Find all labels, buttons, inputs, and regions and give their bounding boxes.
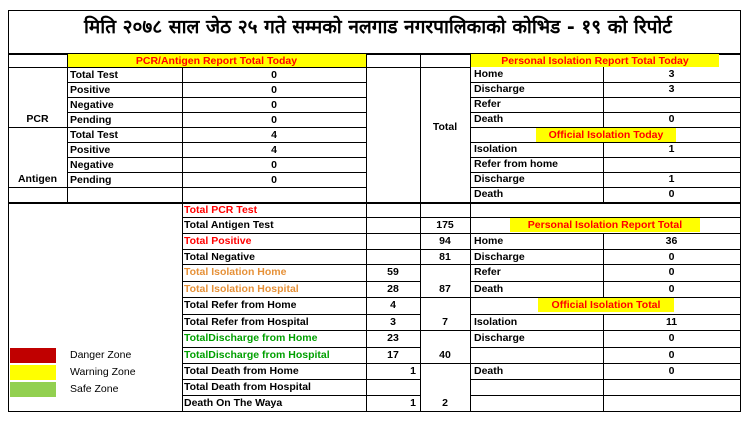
oi-total-value: 0 — [668, 349, 675, 361]
official-isolation-total-header: Official Isolation Total — [538, 298, 674, 312]
oi-total-label: Isolation — [474, 316, 518, 328]
oi-today-label: Isolation — [474, 143, 518, 155]
pcr-row-value: 0 — [271, 114, 277, 126]
pi-today-label: Home — [474, 68, 504, 80]
oi-total-value: 0 — [668, 332, 675, 344]
pi-total-label: Death — [474, 283, 504, 295]
oi-today-value: 1 — [668, 173, 675, 185]
totals-row-label: Total Positive — [184, 235, 252, 247]
totals-row-label: Total Refer from Home — [184, 299, 297, 311]
totals-row-sub: 4 — [390, 299, 396, 311]
warning-zone-swatch — [10, 365, 56, 380]
pi-total-label: Home — [474, 235, 504, 247]
oi-total-value: 0 — [668, 365, 675, 377]
pi-today-label: Discharge — [474, 83, 525, 95]
pi-total-value: 36 — [665, 235, 678, 247]
pi-total-label: Discharge — [474, 251, 525, 263]
totals-row-total: 7 — [442, 316, 448, 328]
report-title: मिति २०७८ साल जेठ २५ गते सम्मको नलगाड नगरपालिकाको कोभिड - १९ को रिपोर्ट — [84, 16, 672, 38]
oi-today-value: 1 — [668, 143, 675, 155]
antigen-row-value: 0 — [271, 159, 277, 171]
pcr-antigen-header: PCR/Antigen Report Total Today — [67, 54, 366, 68]
antigen-row-label: Total Test — [70, 129, 119, 141]
warning-zone-label: Warning Zone — [70, 366, 136, 378]
danger-zone-swatch — [10, 348, 56, 363]
pi-today-label: Death — [474, 113, 504, 125]
totals-row-total: 87 — [439, 283, 451, 295]
pcr-row-label: Total Test — [70, 69, 119, 81]
totals-row-sub: 3 — [390, 316, 396, 328]
personal-isolation-today-header: Personal Isolation Report Total Today — [471, 54, 719, 67]
totals-row-label: TotalDischarge from Home — [184, 332, 318, 344]
totals-row-sub: 1 — [410, 397, 416, 409]
totals-row-sub: 28 — [387, 283, 399, 295]
totals-row-sub: 17 — [387, 349, 399, 361]
pi-total-value: 0 — [668, 283, 675, 295]
antigen-group-label: Antigen — [17, 173, 58, 185]
totals-row-total: 2 — [442, 397, 448, 409]
oi-today-label: Death — [474, 188, 504, 200]
totals-row-label: TotalDischarge from Hospital — [184, 349, 330, 361]
antigen-row-value: 4 — [271, 129, 277, 141]
totals-row-label: Total Antigen Test — [184, 219, 274, 231]
oi-total-value: 11 — [665, 316, 678, 328]
totals-row-label: Total Negative — [184, 251, 255, 263]
pi-total-value: 0 — [668, 266, 675, 278]
totals-row-sub: 59 — [387, 266, 399, 278]
totals-row-total: 81 — [439, 251, 451, 263]
pi-total-label: Refer — [474, 266, 501, 278]
totals-row-label: Total PCR Test — [184, 204, 258, 216]
safe-zone-swatch — [10, 382, 56, 397]
personal-isolation-total-header: Personal Isolation Report Total — [510, 218, 700, 232]
totals-row-total: 175 — [436, 219, 454, 231]
oi-today-label: Discharge — [474, 173, 525, 185]
totals-row-total: 94 — [439, 235, 451, 247]
totals-row-label: Total Isolation Hospital — [184, 283, 299, 295]
pi-total-value: 0 — [668, 251, 675, 263]
totals-row-sub: 1 — [410, 365, 416, 377]
pcr-row-value: 0 — [271, 99, 277, 111]
pcr-group-label: PCR — [26, 113, 49, 125]
pcr-row-label: Positive — [70, 84, 111, 96]
totals-row-label: Total Isolation Home — [184, 266, 287, 278]
antigen-row-value: 0 — [271, 174, 277, 186]
total-column-label: Total — [432, 121, 458, 133]
oi-today-label: Refer from home — [474, 158, 559, 170]
antigen-row-label: Negative — [70, 159, 114, 171]
official-isolation-today-header: Official Isolation Today — [536, 128, 676, 142]
pi-today-value: 3 — [668, 83, 675, 95]
totals-row-label: Total Refer from Hospital — [184, 316, 309, 328]
totals-row-label: Death On The Waya — [184, 397, 283, 409]
totals-row-label: Total Death from Home — [184, 365, 299, 377]
safe-zone-label: Safe Zone — [70, 383, 119, 395]
pi-today-value: 3 — [668, 68, 675, 80]
pcr-row-label: Pending — [70, 114, 112, 126]
oi-today-value: 0 — [668, 188, 675, 200]
totals-row-label: Total Death from Hospital — [184, 381, 311, 393]
pcr-row-value: 0 — [271, 69, 277, 81]
pi-today-value: 0 — [668, 113, 675, 125]
oi-total-label: Death — [474, 365, 504, 377]
antigen-row-value: 4 — [271, 144, 277, 156]
totals-row-sub: 23 — [387, 332, 399, 344]
antigen-row-label: Positive — [70, 144, 111, 156]
pi-today-label: Refer — [474, 98, 501, 110]
pcr-row-label: Negative — [70, 99, 114, 111]
oi-total-label: Discharge — [474, 332, 525, 344]
pcr-row-value: 0 — [271, 84, 277, 96]
danger-zone-label: Danger Zone — [70, 349, 132, 361]
totals-row-total: 40 — [439, 349, 451, 361]
antigen-row-label: Pending — [70, 174, 112, 186]
